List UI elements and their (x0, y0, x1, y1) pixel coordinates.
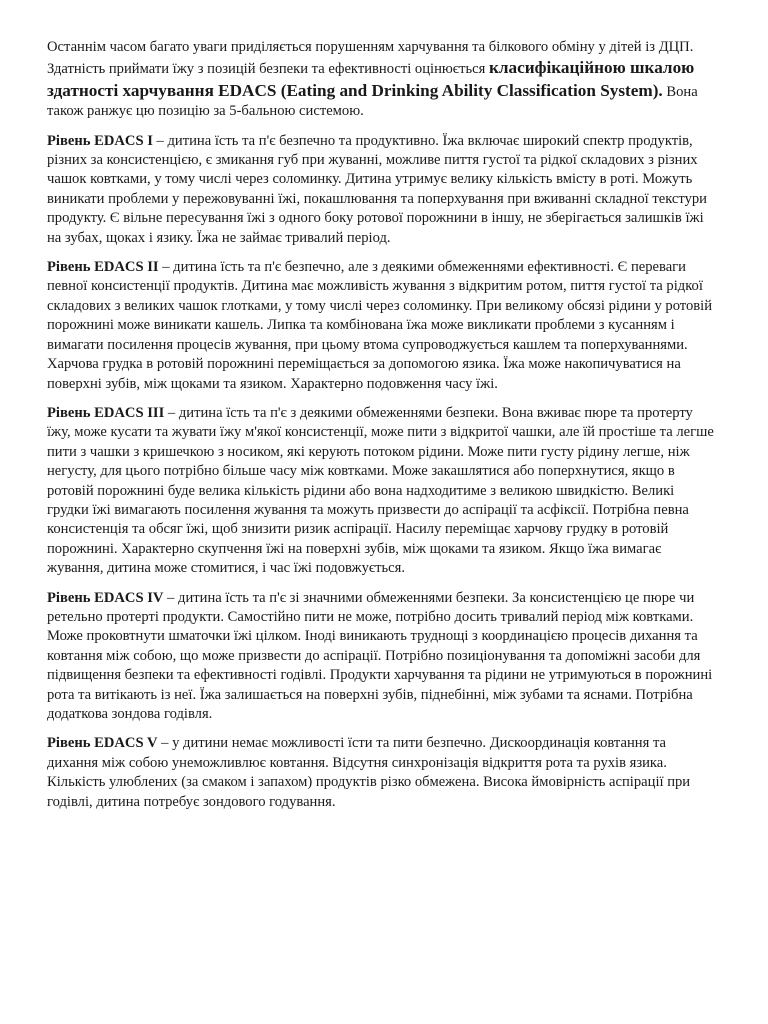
level-5-text: – у дитини немає можливості їсти та пити безпечно. Дискоординація ковтання та дихання між собою унеможливлює ковтання. Відсутня синхронізація відкриття рота та рухів язика. Кількість улюблених (за смаком і запахом) продуктів різко обмежена. Висока ймовірність аспірації при годівлі, дитина потребує зондового годування. (47, 735, 691, 810)
level-3-text: – дитина їсть та п'є з деякими обмеженнями безпеки. Вона вживає пюре та протерту їжу, може кусати та жувати їжу м'якої консистенції, може пити з відкритої чашки, але їй простіше та легше пити з чашки з кришечкою з носиком, які керують потоком рідини. Може пити густу рідину легше, ніж негусту, для цього потрібно більше часу між ковтками. Може закашлятися або поперхнутися, якщо в ротовій порожнині буде велика кількість рідини або вона надходитиме з великою швидкістю. Великі грудки їжі вимагають посилення жування та можуть призвести до аспірації та асфіксії. Потрібна певна консистенція та обсяг їжі, щоб знизити ризик аспірації. Насилу переміщає харчову грудку в ротовій порожнині. Характерно скупчення їжі на поверхні зубів, між щоками та язиком. Якщо їжа вимагає жування, дитина може стомитися, і час їжі подовжується. (47, 404, 714, 577)
level-2-text: – дитина їсть та п'є безпечно, але з деякими обмеженнями ефективності. Є переваги певної консистенції продуктів. Дитина має можливість жування з відкритим ротом, пиття густої та рідкої складових з великих чашок глотками, у тому числі через соломинку. При великому обсязі рідини у ротовій порожнині може виникати кашель. Липка та комбінована їжа може викликати проблеми з кусанням і вимагати посилення процесів жування, при цьому втома супроводжується кашлем та поперхуваннями. Харчова грудка в ротовій порожнині переміщається за допомогою язика. Їжа може накопичуватися на поверхні зубів, між щоками та язиком. Характерно подовження часу їжі. (47, 259, 713, 392)
level-1-paragraph (47, 132, 719, 248)
intro-bold-text: класифікаційною шкалою здатності харчування EDACS (Eating and Drinking Ability Classification System). (47, 58, 695, 100)
level-4-title: Рівень EDACS IV (47, 589, 164, 606)
level-2-title: Рівень EDACS II (47, 259, 159, 276)
level-5-paragraph (47, 734, 719, 812)
intro-text-end: Вона також ранжує цю позицію за 5-бальною системою. (47, 83, 698, 120)
level-1-text: – дитина їсть та п'є безпечно та продуктивно. Їжа включає широкий спектр продуктів, різних за консистенцією, є змикання губ при жуванні, можливе пиття густої та рідкої складових з різних чашок ковтками, у тому числі через соломинку. Дитина утримує велику кількість вмісту в роті. Можуть виникати проблеми у пережовуванні їжі, покашлювання та поперхування при вживанні складної текстури продукту. Є вільне пересування їжі з одного боку ротової порожнини в іншу, не зберігається залишків їжі на зубах, щоках і язику. Їжа не займає тривалий період. (47, 132, 707, 246)
level-2-paragraph (47, 258, 719, 394)
level-5-title: Рівень EDACS V (47, 735, 158, 752)
intro-text-start: Останнім часом багато уваги приділяється порушенням харчування та білкового обміну у дітей із ДЦП. Здатність приймати їжу з позицій безпеки та ефективності оцінюється (47, 39, 694, 78)
level-4-paragraph (47, 589, 719, 725)
intro-paragraph (47, 38, 719, 122)
level-1-title: Рівень EDACS I (47, 132, 153, 149)
level-3-paragraph (47, 404, 719, 579)
level-3-title: Рівень EDACS III (47, 404, 165, 421)
document-page (47, 38, 719, 822)
level-4-text: – дитина їсть та п'є зі значними обмеженнями безпеки. За консистенцією це пюре чи ретельно протерті продукти. Самостійно пити не може, потрібно досить тривалий період між ковтками. Може проковтнути шматочки їжі цілком. Іноді виникають труднощі з координацією процесів дихання та ковтання між собою, що може призвести до аспірації. Потрібно позиціонування та допоміжні засоби для підвищення безпеки та ефективності годівлі. Продукти харчування та рідини не утримуються в порожнині рота та витікають із неї. Їжа залишається на поверхні зубів, піднебінні, між зубами та яснами. Потрібна додаткова зондова годівля. (47, 589, 713, 722)
